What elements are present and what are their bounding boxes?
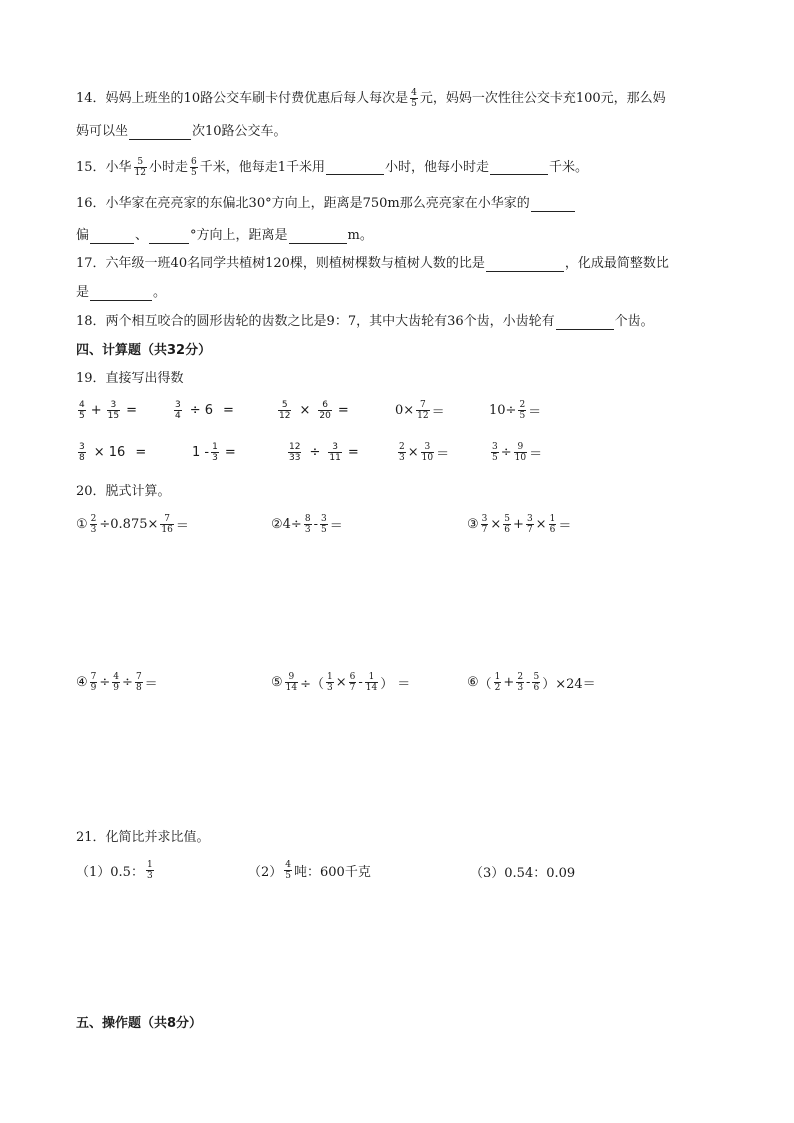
calc-item: $\frac{4}{5}$ + $\frac{3}{15}$ = — [79, 400, 137, 421]
calc-item: $\frac{3}{5}$ ÷ $\frac{9}{10}$ ＝ — [492, 442, 543, 463]
expression-6: ⑥ （ $\frac{1}{2}$ + $\frac{2}{3}$ - $\frac{5}{6}$ ）×24 ＝ — [467, 672, 596, 693]
question-15: 15．小华 $\frac{5}{12}$ 小时走 $\frac{6}{5}$ 千米，他每走1千米用 小时，他每小时走 千米。 — [76, 157, 589, 178]
calc-item: $\frac{3}{8}$ × 16 = — [79, 442, 147, 463]
ratio-item-2: （2） $\frac{4}{5}$ 吨：600千克 — [248, 860, 371, 881]
calc-item: 1 - $\frac{1}{3}$ = — [192, 442, 236, 463]
answer-blank[interactable] — [149, 229, 189, 244]
question-18: 18．两个相互咬合的圆形齿轮的齿数之比是9：7，其中大齿轮有36个齿，小齿轮有 个齿。 — [76, 314, 654, 329]
section-heading-4: 四、计算题（共32分） — [76, 343, 212, 358]
calc-item: $\frac{12}{33}$ ÷ $\frac{3}{11}$ = — [289, 442, 359, 463]
answer-blank[interactable] — [486, 257, 564, 272]
question-16-line-2: 偏 、 °方向上，距离是 m。 — [76, 228, 373, 243]
calc-item: $\frac{5}{12}$ × $\frac{6}{20}$ = — [279, 400, 349, 421]
question-17-line-2: 是 。 — [76, 285, 167, 300]
section-heading-5: 五、操作题（共8分） — [76, 1016, 203, 1031]
calc-item: 10÷ $\frac{2}{5}$ ＝ — [489, 400, 542, 421]
fraction: $\frac{5}{12}$ — [134, 157, 146, 178]
question-14-line-1: 14．妈妈上班坐的10路公交车刷卡付费优惠后每人每次是 $\frac{4}{5}$ 元，妈妈一次性往公交卡充100元，那么妈 — [76, 88, 666, 109]
answer-blank[interactable] — [531, 197, 575, 212]
answer-blank[interactable] — [490, 160, 548, 175]
expression-2: ② 4÷ $\frac{8}{3}$ - $\frac{3}{5}$ ＝ — [271, 514, 343, 535]
calc-item: $\frac{2}{3}$ × $\frac{3}{10}$ ＝ — [399, 442, 450, 463]
answer-blank[interactable] — [556, 315, 614, 330]
ratio-item-3: （3）0.54：0.09 — [470, 866, 576, 881]
answer-blank[interactable] — [326, 160, 384, 175]
question-20-title: 20．脱式计算。 — [76, 484, 171, 499]
question-19-title: 19．直接写出得数 — [76, 371, 184, 386]
ratio-item-1: （1）0.5： $\frac{1}{3}$ — [76, 860, 153, 881]
question-14-line-2: 妈可以坐 次10路公交车。 — [76, 124, 287, 139]
answer-blank[interactable] — [90, 286, 152, 301]
answer-blank[interactable] — [90, 229, 134, 244]
answer-blank[interactable] — [289, 229, 347, 244]
calc-item: 0× $\frac{7}{12}$ ＝ — [395, 400, 445, 421]
expression-1: ① $\frac{2}{3}$ ÷0.875× $\frac{7}{16}$ ＝ — [76, 514, 189, 535]
question-17-line-1: 17．六年级一班40名同学共植树120棵，则植树棵数与植树人数的比是 ，化成最简整数比 — [76, 256, 669, 271]
calc-item: $\frac{3}{4}$ ÷ 6 = — [175, 400, 234, 421]
fraction: $\frac{4}{5}$ — [411, 88, 417, 109]
answer-blank[interactable] — [129, 125, 191, 140]
expression-5: ⑤ $\frac{9}{14}$ ÷（ $\frac{1}{3}$ × $\frac{6}{7}$ - $\frac{1}{14}$ ） ＝ — [271, 672, 411, 693]
question-16-line-1: 16．小华家在亮亮家的东偏北30°方向上，距离是750m那么亮亮家在小华家的 — [76, 194, 576, 214]
expression-3: ③ $\frac{3}{7}$ × $\frac{5}{6}$ + $\frac{3}{7}$ × $\frac{1}{6}$ ＝ — [467, 514, 572, 535]
question-21-title: 21．化简比并求比值。 — [76, 830, 210, 845]
expression-4: ④ $\frac{7}{9}$ ÷ $\frac{4}{9}$ ÷ $\frac{7}{8}$ ＝ — [76, 672, 158, 693]
fraction: $\frac{6}{5}$ — [191, 157, 197, 178]
